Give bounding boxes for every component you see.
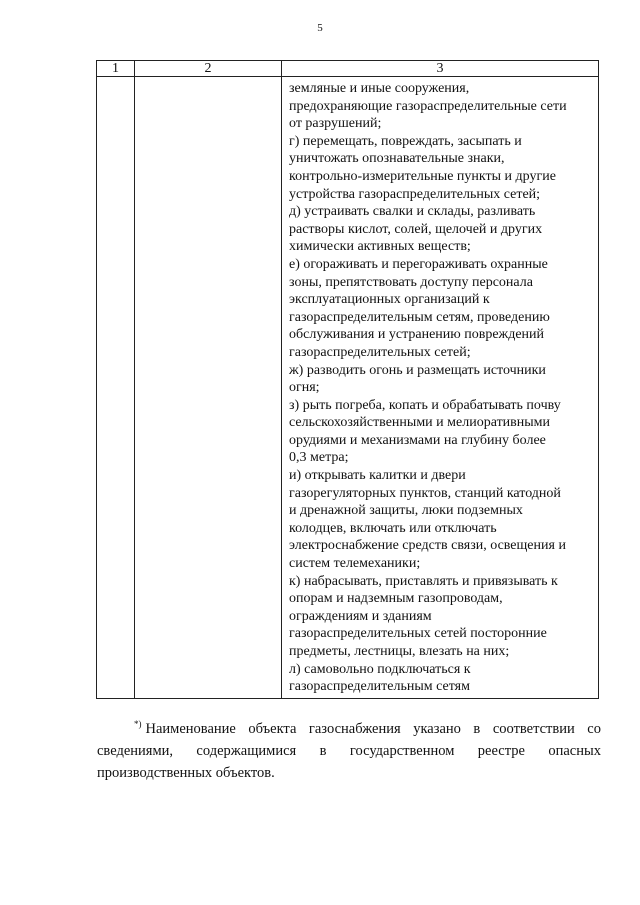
column-header-2: 2: [135, 61, 282, 77]
table-text-line: 0,3 метра;: [289, 450, 349, 466]
table-text-line: ограждениям и зданиям: [289, 608, 432, 624]
table-text-line: зоны, препятствовать доступу персонала: [289, 274, 533, 290]
table-text-line: электроснабжение средств связи, освещения и: [289, 538, 566, 554]
table-text-line: газораспределительным сетям: [289, 679, 470, 695]
table-text-line: г) перемещать, повреждать, засыпать и: [289, 133, 522, 149]
table-text-line: предохраняющие газораспределительные сети: [289, 98, 567, 114]
table-text-line: д) устраивать свалки и склады, разливать: [289, 204, 536, 220]
footnote-line-3: производственных объектов.: [97, 765, 275, 781]
table-text-line: растворы кислот, солей, щелочей и других: [289, 221, 543, 237]
table-text-line: от разрушений;: [289, 116, 382, 132]
requirements-table: [96, 60, 599, 699]
table-text-line: химически активных веществ;: [289, 239, 471, 255]
footnote-marker: *): [134, 719, 142, 729]
table-text-line: предметы, лестницы, влезать на них;: [289, 644, 510, 659]
table-text-line: огня;: [289, 380, 320, 396]
table-text-line: з) рыть погреба, копать и обрабатывать почву: [289, 397, 561, 413]
table-text-line: газораспределительных сетей;: [289, 344, 471, 360]
table-text-line: газораспределительным сетям, проведению: [289, 309, 550, 325]
table-text-line: сельскохозяйственными и мелиоративными: [289, 415, 551, 431]
table-text-line: земляные и иные сооружения,: [289, 81, 470, 96]
footnote-line-1: [97, 713, 601, 740]
column-3-cell: [282, 77, 599, 699]
table-text-line: и дренажной защиты, люки подземных: [289, 503, 523, 519]
table-text-line: систем телемеханики;: [289, 556, 421, 572]
column-1-cell: [97, 77, 135, 699]
table-text-line: эксплуатационных организаций к: [289, 292, 490, 308]
table-text-line: л) самовольно подключаться к: [289, 661, 471, 677]
column-2-cell: [135, 77, 282, 699]
table-body-row: [97, 77, 599, 699]
table-header-row: [97, 61, 599, 77]
table-text-line: газорегуляторных пунктов, станций катодной: [289, 485, 561, 501]
column-3-text: [282, 77, 598, 698]
table-text-line: к) набрасывать, приставлять и привязывать к: [289, 573, 558, 589]
table-text-line: опорам и надземным газопроводам,: [289, 591, 503, 607]
column-header-1: 1: [97, 61, 135, 77]
table-text-line: контрольно-измерительные пункты и другие: [289, 168, 556, 184]
footnote-line-1-text: Наименование объекта газоснабжения указано в соответствии со: [145, 721, 601, 737]
table-text-line: е) огораживать и перегораживать охранные: [289, 256, 548, 272]
table-text-line: устройства газораспределительных сетей;: [289, 186, 541, 202]
table-text-line: орудиями и механизмами на глубину более: [289, 432, 546, 448]
column-header-3: 3: [282, 61, 599, 77]
table-text-line: колодцев, включать или отключать: [289, 520, 497, 536]
footnote-line-2: сведениями, содержащимися в государственном реестре опасных: [97, 743, 601, 759]
table-text-line: и) открывать калитки и двери: [289, 468, 466, 484]
page-number: 5: [317, 22, 323, 34]
table-text-line: газораспределительных сетей посторонние: [289, 626, 547, 642]
table-text-line: уничтожать опознавательные знаки,: [289, 151, 505, 167]
table-text-line: ж) разводить огонь и размещать источники: [289, 362, 546, 378]
table-text-line: обслуживания и устранению повреждений: [289, 327, 545, 343]
footnote: [97, 713, 601, 784]
